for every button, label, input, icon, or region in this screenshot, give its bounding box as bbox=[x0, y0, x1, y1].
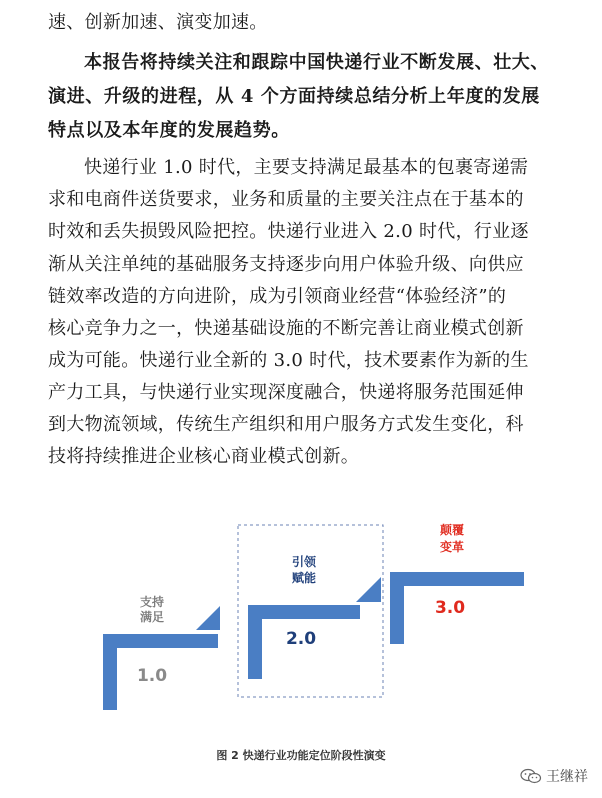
stage2-step-wedge bbox=[356, 577, 381, 602]
stage1-step-horizontal bbox=[103, 634, 218, 648]
bold-paragraph-line: 演进、升级的进程，从 4 个方面持续总结分析上年度的发展 bbox=[48, 86, 540, 107]
figure-caption: 图 2 快递行业功能定位阶段性演变 bbox=[216, 749, 386, 762]
paragraph-line: 时效和丢失损毁风险把控。快递行业进入 2.0 时代，行业逐 bbox=[48, 221, 529, 242]
stage2-label-line1: 引领 bbox=[291, 555, 317, 569]
stage3-step-horizontal bbox=[390, 572, 524, 586]
stage1-step-wedge bbox=[196, 606, 220, 630]
watermark-text: 王继祥 bbox=[546, 769, 588, 785]
paragraph-line: 核心竞争力之一，快递基础设施的不断完善让商业模式创新 bbox=[48, 318, 524, 339]
wechat-icon bbox=[520, 768, 542, 784]
stage2-label-line2: 赋能 bbox=[291, 571, 317, 585]
paragraph-line: 渐从关注单纯的基础服务支持逐步向用户体验升级、向供应 bbox=[48, 254, 524, 275]
stage3-version: 3.0 bbox=[434, 598, 466, 618]
stage1-version: 1.0 bbox=[136, 666, 168, 686]
stage1-label-line1: 支持 bbox=[139, 595, 165, 609]
watermark bbox=[520, 766, 588, 786]
paragraph-line: 求和电商件送货要求，业务和质量的主要关注点在于基本的 bbox=[48, 189, 524, 210]
paragraph-line: 速、创新加速、演变加速。 bbox=[48, 12, 268, 33]
paragraph-line: 技将持续推进企业核心商业模式创新。 bbox=[48, 446, 360, 467]
paragraph-line: 链效率改造的方向进阶，成为引领商业经营“体验经济”的 bbox=[48, 286, 507, 307]
paragraph-line: 成为可能。快递行业全新的 3.0 时代，技术要素作为新的生 bbox=[48, 350, 529, 371]
stage-evolution-diagram bbox=[0, 510, 602, 740]
paragraph-line: 快递行业 1.0 时代，主要支持满足最基本的包裹寄递需 bbox=[84, 157, 529, 178]
stage3-label-line2: 变革 bbox=[439, 540, 465, 554]
stage3-label-line1: 颠覆 bbox=[439, 523, 465, 537]
stage1-label-line2: 满足 bbox=[139, 610, 165, 624]
paragraph-line: 产力工具，与快递行业实现深度融合，快递将服务范围延伸 bbox=[48, 382, 524, 403]
bold-paragraph-line: 本报告将持续关注和跟踪中国快递行业不断发展、壮大、 bbox=[84, 52, 549, 73]
stage2-version: 2.0 bbox=[285, 629, 317, 649]
bold-paragraph-line: 特点以及本年度的发展趋势。 bbox=[48, 120, 290, 141]
stage2-step-horizontal bbox=[248, 605, 360, 619]
paragraph-line: 到大物流领域，传统生产组织和用户服务方式发生变化，科 bbox=[48, 414, 524, 435]
